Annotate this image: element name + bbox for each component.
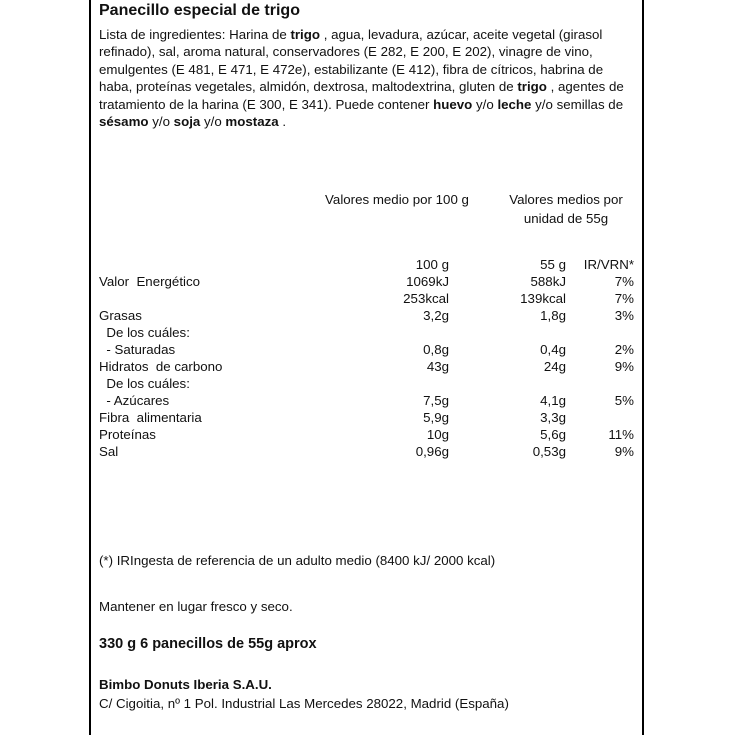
ingredient-text: y/o	[200, 114, 226, 130]
nutrient-name: Grasas	[99, 308, 142, 323]
nutrient-name: De los cuáles:	[99, 325, 190, 340]
value-per100: 10g	[426, 427, 449, 442]
value-per100: 0,8g	[423, 342, 449, 357]
table-row	[91, 290, 642, 307]
table-header-row	[91, 256, 642, 273]
nutrient-name: Fibra alimentaria	[99, 410, 202, 425]
allergen-word: trigo	[290, 27, 320, 42]
footnote: (*) IRIngesta de referencia de un adulto medio (8400 kJ/ 2000 kcal)	[99, 553, 496, 568]
value-vrn: 3%	[614, 308, 634, 323]
nutrient-name: - Saturadas	[99, 342, 176, 357]
company-name: Bimbo Donuts Iberia S.A.U.	[99, 677, 272, 692]
value-vrn: 7%	[614, 274, 634, 289]
perunit-column-header	[491, 190, 641, 228]
value-per55: 1,8g	[540, 308, 566, 323]
nutrient-name: - Azúcares	[99, 393, 170, 408]
ingredient-text: Lista de ingredientes: Harina de	[99, 27, 291, 42]
table-row	[91, 375, 642, 392]
value-vrn: 9%	[614, 444, 634, 459]
value-per100: 7,5g	[423, 393, 449, 408]
nutrient-name: Hidratos de carbono	[99, 359, 223, 374]
value-per55: 0,4g	[540, 342, 566, 357]
ingredient-text: y/o semillas de	[531, 96, 624, 112]
value-per100: 43g	[426, 359, 449, 374]
table-row	[91, 307, 642, 324]
allergen-word: huevo	[433, 96, 473, 112]
nutrient-name: De los cuáles:	[99, 376, 190, 391]
value-per55: 4,1g	[540, 393, 566, 408]
value-per55: 5,6g	[540, 427, 566, 442]
value-per100: 5,9g	[423, 410, 449, 425]
table-row	[91, 409, 642, 426]
value-per55: 0,53g	[532, 444, 566, 459]
per100-column-header	[317, 190, 477, 209]
value-per100: 1069kJ	[406, 274, 449, 289]
table-row	[91, 324, 642, 341]
header-55g: 55 g	[540, 257, 566, 272]
ingredients-list	[99, 26, 637, 130]
value-per55: 3,3g	[540, 410, 566, 425]
product-title: Panecillo especial de trigo	[99, 2, 300, 19]
perunit-title-line1: Valores medios por	[509, 192, 623, 207]
net-weight: 330 g 6 panecillos de 55g aprox	[99, 636, 317, 652]
header-100g: 100 g	[415, 257, 449, 272]
table-row	[91, 273, 642, 290]
nutrient-name: Valor Energético	[99, 274, 201, 289]
ingredient-text: , agua, levadura, azúcar, aceite vegetal (girasol refinado), sal, aroma natural, conservadores (E 282, E 200, E 202), vinagre de vino, emulgentes (E 481, E 471, E 472e), estabilizante (E 412), fibra de cítricos, habrina de haba, proteínas vegetales, almidón, dextrosa, maltodextrina, gluten de	[99, 27, 604, 95]
table-row	[91, 392, 642, 409]
nutrition-table	[91, 256, 642, 460]
ingredient-text: y/o	[148, 114, 174, 130]
allergen-word: leche	[497, 96, 532, 112]
allergen-word: mostaza	[225, 114, 279, 130]
ingredient-text: , agentes de tratamiento de la harina (E 300, E 341). Puede contener	[99, 79, 624, 112]
value-per55: 24g	[543, 359, 566, 374]
nutrient-name: Proteínas	[99, 427, 156, 442]
company-address: C/ Cigoitia, nº 1 Pol. Industrial Las Mercedes 28022, Madrid (España)	[99, 696, 509, 711]
table-row	[91, 358, 642, 375]
allergen-word: trigo	[517, 79, 547, 95]
nutrient-name: Sal	[99, 444, 119, 459]
value-vrn: 7%	[614, 291, 634, 306]
allergen-word: soja	[173, 114, 201, 130]
value-per100: 253kcal	[403, 291, 449, 306]
value-per100: 3,2g	[423, 308, 449, 323]
table-row	[91, 341, 642, 358]
header-vrn: IR/VRN*	[583, 257, 634, 272]
allergen-word: sésamo	[99, 114, 149, 130]
value-vrn: 11%	[608, 427, 634, 442]
storage-instructions: Mantener en lugar fresco y seco.	[99, 599, 293, 614]
value-per55: 139kcal	[520, 291, 566, 306]
ingredient-text: y/o	[472, 96, 498, 112]
table-row	[91, 443, 642, 460]
per100-title: Valores medio por 100 g	[325, 192, 469, 207]
value-vrn: 2%	[614, 342, 634, 357]
value-per100: 0,96g	[415, 444, 449, 459]
perunit-title-line2: unidad de 55g	[523, 211, 609, 226]
value-vrn: 9%	[614, 359, 634, 374]
value-vrn: 5%	[614, 393, 634, 408]
nutrition-label	[89, 0, 644, 735]
ingredient-text: .	[278, 114, 287, 130]
value-per55: 588kJ	[530, 274, 566, 289]
table-row	[91, 426, 642, 443]
